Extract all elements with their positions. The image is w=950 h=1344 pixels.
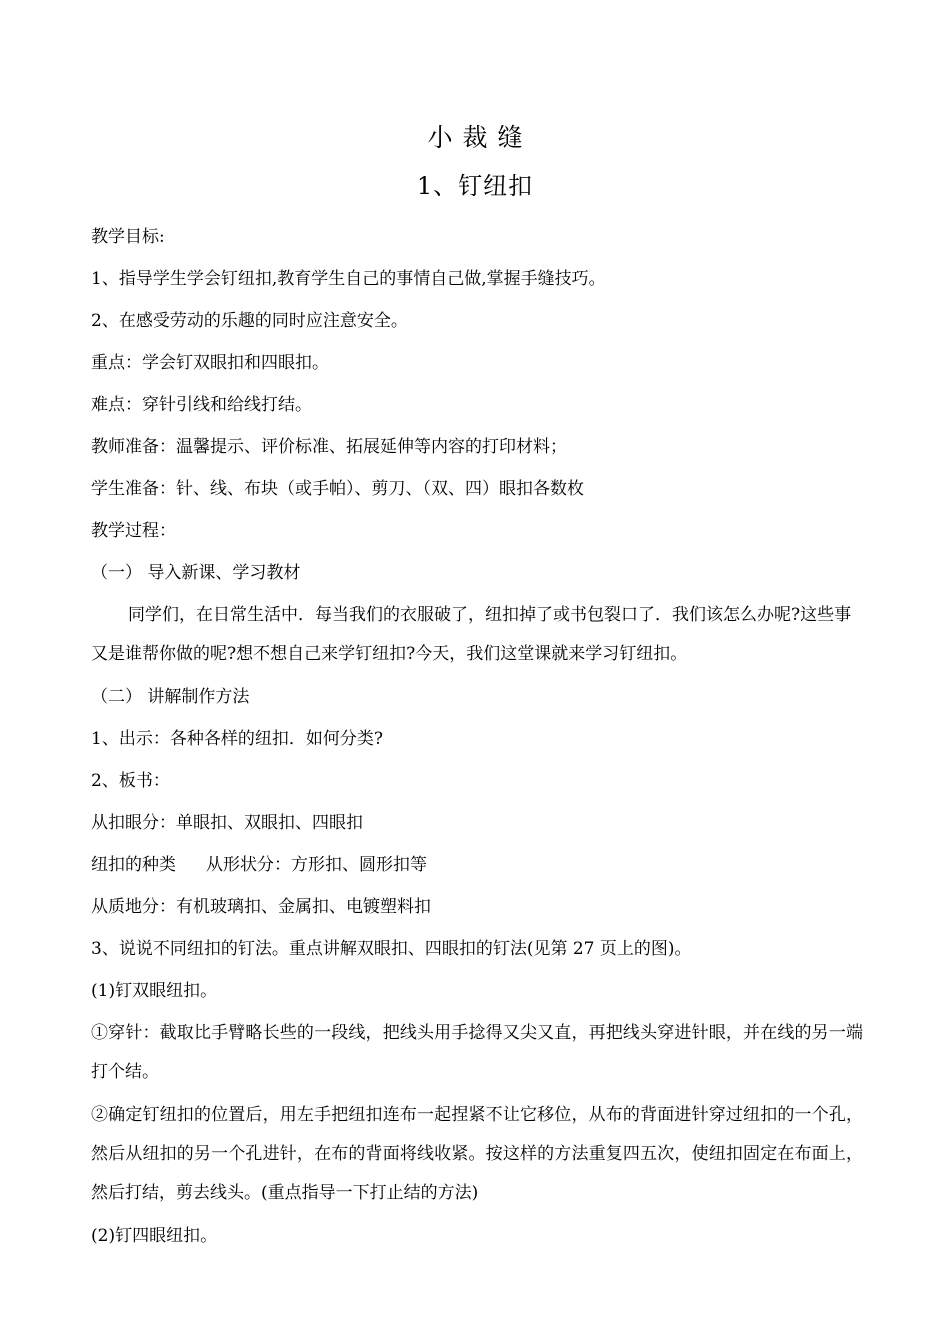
paragraph-two-hole-heading: (1)钉双眼纽扣。 <box>91 981 218 1001</box>
paragraph-by-eyes: 从扣眼分：单眼扣、双眼扣、四眼扣 <box>91 813 363 833</box>
document-body <box>91 216 863 1257</box>
page-subtitle: 1、钉纽扣 <box>416 172 534 200</box>
paragraph-by-material: 从质地分：有机玻璃扣、金属扣、电镀塑料扣 <box>91 897 431 917</box>
paragraph-objective-2: 2、在感受劳动的乐趣的同时应注意安全。 <box>91 311 408 331</box>
paragraph-section-1-heading: （一） 导入新课、学习教材 <box>91 563 301 583</box>
page-title: 小裁缝 <box>427 123 533 152</box>
paragraph-objectives-heading: 教学目标: <box>91 227 165 247</box>
paragraph-step-1: 1、出示：各种各样的纽扣．如何分类? <box>91 729 383 749</box>
types-label: 纽扣的种类 <box>91 855 176 875</box>
paragraph-teacher-prep: 教师准备：温馨提示、评价标准、拓展延伸等内容的打印材料； <box>91 437 567 457</box>
paragraph-intro: 同学们，在日常生活中．每当我们的衣服破了，纽扣掉了或书包裂口了．我们该怎么办呢?这些事又是谁帮你做的呢?想不想自己来学钉纽扣?今天，我们这堂课就来学习钉纽扣。 <box>91 605 852 664</box>
paragraph-sewing: ②确定钉纽扣的位置后，用左手把纽扣连布一起捏紧不让它移位，从布的背面进针穿过纽扣的一个孔，然后从纽扣的另一个孔进针，在布的背面将线收紧。按这样的方法重复四五次，使纽扣固定在布面上，然后打结，剪去线头。(重点指导一下打止结的方法) <box>91 1105 863 1203</box>
paragraph-student-prep: 学生准备：针、线、布块（或手帕）、剪刀、（双、四）眼扣各数枚 <box>91 479 584 499</box>
paragraph-key-point: 重点：学会钉双眼扣和四眼扣。 <box>91 353 329 373</box>
paragraph-threading: ①穿针：截取比手臂略长些的一段线，把线头用手捻得又尖又直，再把线头穿进针眼，并在线的另一端打个结。 <box>91 1023 863 1082</box>
paragraph-step-3: 3、说说不同纽扣的钉法。重点讲解双眼扣、四眼扣的钉法(见第 27 页上的图)。 <box>91 939 692 959</box>
types-by-shape: 从形状分：方形扣、圆形扣等 <box>206 855 427 875</box>
paragraph-objective-1: 1、指导学生学会钉纽扣,教育学生自己的事情自己做,掌握手缝技巧。 <box>91 269 606 289</box>
paragraph-types-row <box>91 844 863 886</box>
paragraph-difficulty: 难点：穿针引线和给线打结。 <box>91 395 312 415</box>
paragraph-process-heading: 教学过程： <box>91 521 176 541</box>
paragraph-section-2-heading: （二） 讲解制作方法 <box>91 687 250 707</box>
paragraph-step-2: 2、板书： <box>91 771 170 791</box>
paragraph-four-hole-heading: (2)钉四眼纽扣。 <box>91 1226 218 1246</box>
